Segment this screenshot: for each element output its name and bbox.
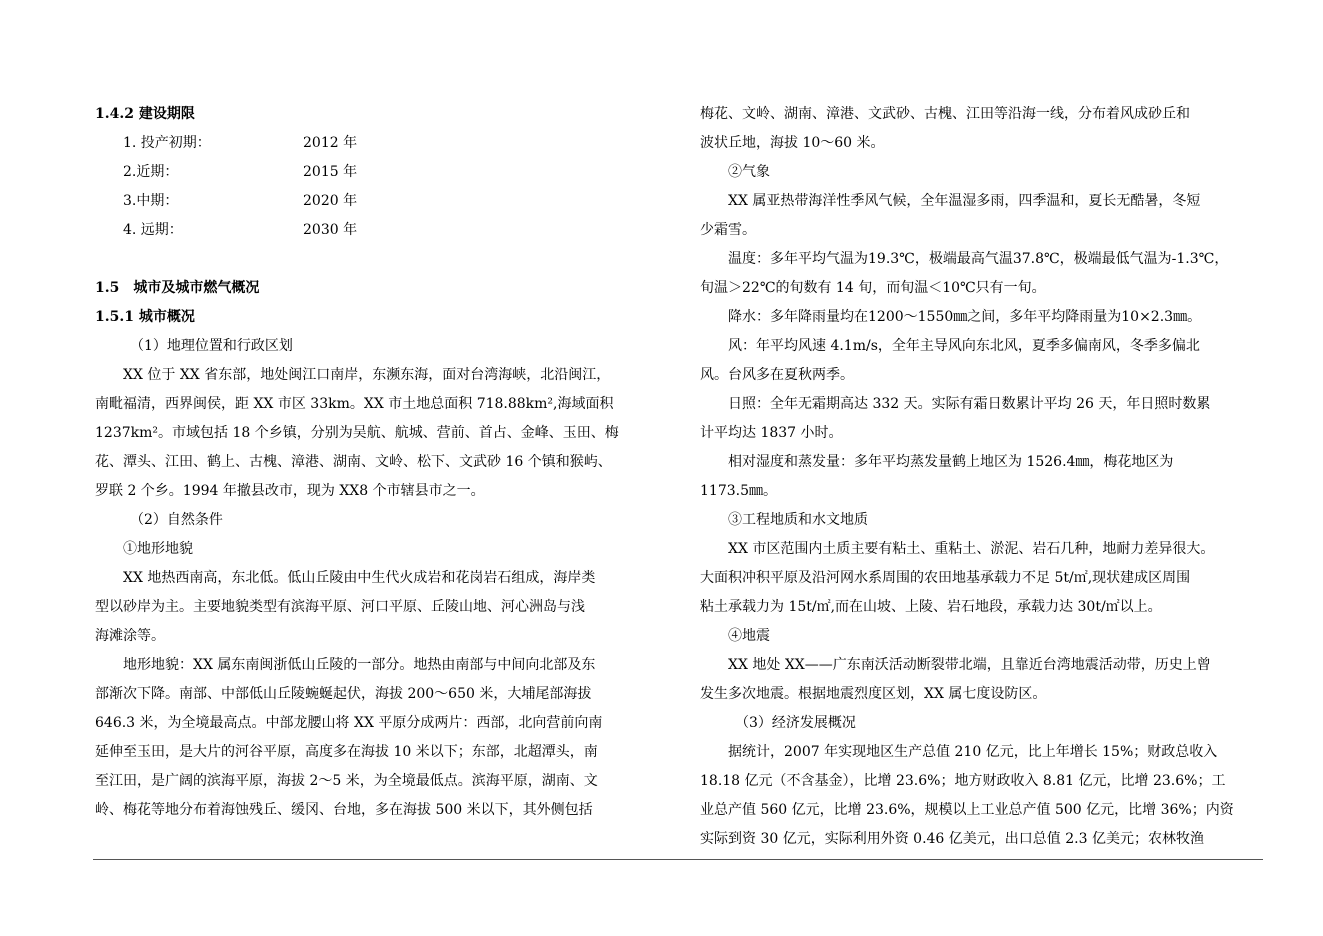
paragraph-line: 地形地貌：XX 属东南闽浙低山丘陵的一部分。地热由南部与中间向北部及东 [123,657,596,673]
paragraph-line: XX 地热西南高，东北低。低山丘陵由中生代火成岩和花岗岩石组成，海岸类 [123,570,596,586]
heading-1-4-2: 1.4.2 建设期限 [95,106,195,122]
heading-1-5: 1.5 城市及城市燃气概况 [95,280,260,296]
paragraph-line: 相对湿度和蒸发量：多年平均蒸发量鹤上地区为 1526.4㎜，梅花地区为 [728,454,1174,470]
paragraph-line: 实际到资 30 亿元，实际利用外资 0.46 亿美元，出口总值 2.3 亿美元；农林牧渔 [700,831,1204,847]
schedule-year: 2020 年 [303,193,358,209]
right-column [700,100,1255,854]
schedule-label: 4. 远期： [123,222,183,238]
schedule-label: 2.近期： [123,164,179,180]
footer-divider [93,859,1263,860]
paragraph-line: XX 市区范围内土质主要有粘土、重粘土、淤泥、岩石几种，地耐力差异很大。 [728,541,1215,557]
paragraph-line: 海滩涂等。 [95,628,165,644]
schedule-year: 2012 年 [303,135,358,151]
subsection-title: （2）自然条件 [130,512,223,528]
subsection-title: ①地形地貌 [123,541,193,557]
paragraph-line: 岭、梅花等地分布着海蚀残丘、缓冈、台地，多在海拔 500 米以下，其外侧包括 [95,802,593,818]
paragraph-line: 发生多次地震。根据地震烈度区划，XX 属七度设防区。 [700,686,1047,702]
paragraph-line: 罗联 2 个乡。1994 年撤县改市，现为 XX8 个市辖县市之一。 [95,483,485,499]
paragraph-line: XX 属亚热带海洋性季风气候，全年温湿多雨，四季温和，夏长无酷暑，冬短 [728,193,1201,209]
paragraph-line: 温度：多年平均气温为19.3℃，极端最高气温37.8℃，极端最低气温为-1.3℃， [728,251,1229,267]
paragraph-line: 日照：全年无霜期高达 332 天。实际有霜日数累计平均 26 天，年日照时数累 [728,396,1211,412]
paragraph-line: 少霜雪。 [700,222,756,238]
paragraph-line: 风。台风多在夏秋两季。 [700,367,854,383]
left-column [95,100,660,825]
paragraph-line: 南毗福清，西界闽侯，距 XX 市区 33km。XX 市土地总面积 718.88km²,海域面积 [95,396,614,412]
paragraph-line: 延伸至玉田，是大片的河谷平原，高度多在海拔 10 米以下；东部，北超潭头，南 [95,744,598,760]
subsection-title: （3）经济发展概况 [735,715,856,731]
heading-1-5-1: 1.5.1 城市概况 [95,309,195,325]
paragraph-line: 1237km²。市域包括 18 个乡镇，分别为吴航、航城、营前、首占、金峰、玉田、梅 [95,425,619,441]
paragraph-line: 大面积冲积平原及沿河网水系周围的农田地基承载力不足 5t/㎡,现状建成区周围 [700,570,1191,586]
paragraph-line: 18.18 亿元（不含基金），比增 23.6%；地方财政收入 8.81 亿元，比增 23.6%；工 [700,773,1226,789]
schedule-row [95,158,660,187]
schedule-row [95,129,660,158]
paragraph-line: XX 地处 XX——广东南沃活动断裂带北端，且靠近台湾地震活动带，历史上曾 [728,657,1211,673]
paragraph-line: 1173.5㎜。 [700,483,777,499]
paragraph-line: 降水：多年降雨量均在1200～1550㎜之间，多年平均降雨量为10×2.3㎜。 [728,309,1202,325]
spacer [95,245,660,274]
paragraph-line: 粘土承载力为 15t/㎡,而在山坡、上陵、岩石地段，承载力达 30t/㎡以上。 [700,599,1162,615]
subsection-title: ③工程地质和水文地质 [728,512,868,528]
subsection-title: （1）地理位置和行政区划 [130,338,293,354]
schedule-row [95,187,660,216]
schedule-label: 3.中期： [123,193,179,209]
paragraph-line: 花、潭头、江田、鹤上、古槐、漳港、湖南、文岭、松下、文武砂 16 个镇和猴屿、 [95,454,612,470]
paragraph-line: 风：年平均风速 4.1m/s，全年主导风向东北风，夏季多偏南风，冬季多偏北 [728,338,1200,354]
schedule-row [95,216,660,245]
paragraph-line: XX 位于 XX 省东部，地处闽江口南岸，东濒东海，面对台湾海峡，北沿闽江， [123,367,611,383]
paragraph-line: 旬温＞22℃的旬数有 14 旬，而旬温＜10℃只有一旬。 [700,280,1046,296]
schedule-label: 1. 投产初期： [123,135,211,151]
paragraph-line: 波状丘地，海拔 10～60 米。 [700,135,885,151]
paragraph-line: 梅花、文岭、湖南、漳港、文武砂、古槐、江田等沿海一线，分布着风成砂丘和 [700,106,1190,122]
subsection-title: ②气象 [728,164,770,180]
paragraph-line: 计平均达 1837 小时。 [700,425,843,441]
schedule-year: 2015 年 [303,164,358,180]
subsection-title: ④地震 [728,628,770,644]
paragraph-line: 646.3 米，为全境最高点。中部龙腰山将 XX 平原分成两片：西部，北向营前向南 [95,715,603,731]
paragraph-line: 型以砂岸为主。主要地貌类型有滨海平原、河口平原、丘陵山地、河心洲岛与浅 [95,599,585,615]
paragraph-line: 至江田，是广阔的滨海平原，海拔 2～5 米，为全境最低点。滨海平原，湖南、文 [95,773,598,789]
schedule-year: 2030 年 [303,222,358,238]
paragraph-line: 部渐次下降。南部、中部低山丘陵蜿蜒起伏，海拔 200～650 米，大埔尾部海拔 [95,686,592,702]
paragraph-line: 业总产值 560 亿元，比增 23.6%，规模以上工业总产值 500 亿元，比增 36%；内资 [700,802,1234,818]
paragraph-line: 据统计，2007 年实现地区生产总值 210 亿元，比上年增长 15%；财政总收入 [728,744,1218,760]
